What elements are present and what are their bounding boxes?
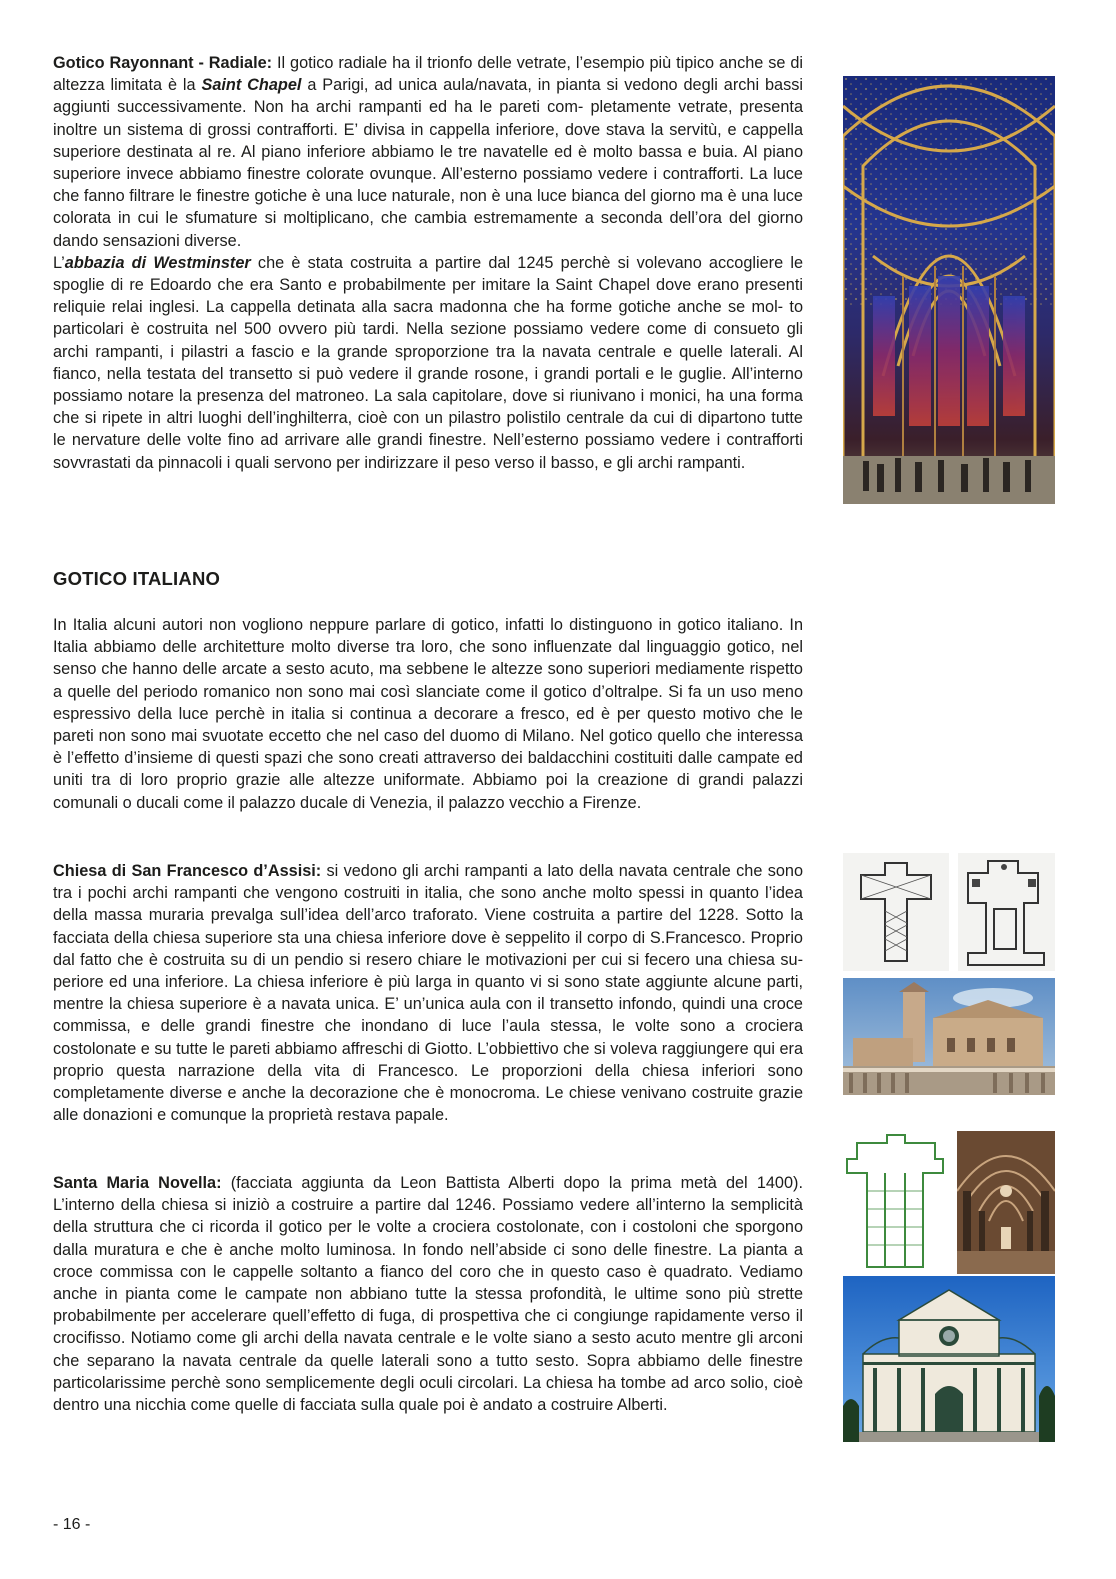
section-intro-italiano bbox=[53, 614, 803, 814]
sainte-chapelle-interior-photo bbox=[843, 76, 1055, 504]
paragraph: Chiesa di San Francesco d’Assisi: si vedono gli archi rampanti a lato della navata centrale che sono tra i pochi archi rampanti che vengono costruiti in italia, che sono anche molto spessi in quanto l’idea della massa muraria prevalga sull’idea dell’arco traforato. Viene costruita a partire del 1228. Sotto la facciata della chiesa superiore sta una chiesa inferiore dove è seppelito il corpo di S.Francesco. Proprio dal fatto che è costruita su di un pendio si resero chiare le motivazioni per cui si fecero una chiesa su- periore ed una inferiore. La chiesa inferiore è più larga in quanto vi si sono state aggiunte alcune parti, mentre la chiesa superiore è a navata unica. E’ un’unica aula con il transetto infondo, quindi una croce commissa, e delle grandi finestre che inondano di luce l’aula stessa, le volte sono a crociera costolonate e su tutte le pareti abbiamo affreschi di Giotto. L’obbiettivo che si voleva raggiungere qui era proprio questa narrazione della vita di Francesco. Le proporzioni della chiesa inferiori sono completamente diverse e anche la decorazione che è monocroma. Le chiese venivano costruite grazie alle donazioni e comunque la proprietà restava papale. bbox=[53, 862, 804, 1125]
page-number: - 16 - bbox=[53, 1516, 91, 1533]
section-title: Santa Maria Novella: bbox=[53, 1174, 222, 1192]
santa-maria-novella-interior-photo bbox=[957, 1131, 1055, 1274]
emphasis-westminster: abbazia di Westminster bbox=[64, 253, 251, 272]
paragraph: In Italia alcuni autori non vogliono neppure parlare di gotico, infatti lo distinguono in gotico italiano. In Italia abbiamo delle architetture molto diverse tra loro, che sono influenzate dal linguaggio gotico, nel senso che hanno delle arcate a sesto acuto, ma sebbene le altezze sono superiori mediamente rispetto a quelle del periodo romanico non sono mai così slanciate come il gotico d’oltralpe. Si fa un uso meno espressivo della luce perchè in italia si continua a decorare a fresco, ed è per questo motivo che le pareti non sono mai svuotate eccetto che nel caso del duomo di Milano. Nel gotico quello che interessa è l’effetto d’insieme di questi spazi che sono creati attraverso dei baldacchini costituiti dalle campate ed uniti tra di loro proprio grazie alle altezze uniformate. Abbiamo poi la creazione di grandi palazzi comunali o ducali come il palazzo ducale di Venezia, il palazzo vecchio a Firenze. bbox=[53, 616, 803, 812]
paragraph: L’abbazia di Westminster che è stata costruita a partire dal 1245 perchè si volevano accogliere le spoglie di re Edoardo che era Santo e probabilmente per imitare la Saint Chapel dove erano presenti reliquie relai inglesi. La cappella detinata alla sacra madonna che ha forme gotiche anche se mol- to particolari è costruita nel 500 ovvero più tardi. Nella sezione possiamo vedere come di consueto gli archi rampanti, i pilastri a fascio e la grande sproporzione tra la navata centrale e quelle laterali. Al fianco, nella testata del transetto si può vedere il grande rosone, i grandi portali e le guglie. All’interno possiamo notare la presenza del matroneo. La sala capitolare, dove si riunivano i monici, ha una forma che si ripete in altri luoghi dell’inghilterra, cioè con un pilastro polistilo centrale da cui di dipartono tutte le nervature delle volte fino ad arrivare alle grandi finestre. Nell’esterno possiamo vedere i contrafforti sovvrastati da pinnacoli i quali servono per indirizzare il peso verso il basso, e gli archi rampanti. bbox=[53, 253, 803, 472]
paragraph: Santa Maria Novella: (facciata aggiunta da Leon Battista Alberti dopo la prima metà del 1400). L’interno della chiesa si iniziò a costruire a partire dal 1246. Possiamo vedere all’interno la semplicità della struttura che ci ricorda il gotico per le volte a crociera costolonate, con i costoloni che sporgono dalla muratura e che è anche molto luminosa. In fondo nell’abside ci sono delle finestre. La pianta a croce commissa con le cappelle soltanto a fianco del coro che in questo caso è quadrato. Vediamo anche in pianta come le campate non abbiano tutte la stessa profondità, le ultime sono più strette probabilmente per accelerare quell’effetto di fuga, di prospettiva che ci congiunge rapidamente verso il crocifisso. Notiamo come gli archi della navata centrale e le volte siano a sesto acuto mentre gli arconi che separano la navata centrale da quelle laterali sono a tutto sesto. Sopra abbiamo delle finestre particolarissime perchè sono semplicemente degli oculi circolari. La chiesa ha tombe ad arco solio, cioè dentro una nicchia come quelle di facciata sulla quale poi è andato a costruire Alberti. bbox=[53, 1174, 803, 1415]
section-title: Gotico Rayonnant - Radiale: bbox=[53, 54, 273, 72]
san-francesco-plan-upper bbox=[843, 853, 949, 971]
section-santa-maria-novella bbox=[53, 1172, 803, 1416]
section-san-francesco bbox=[53, 860, 803, 1126]
emphasis-saint-chapel: Saint Chapel bbox=[201, 76, 302, 95]
heading-gotico-italiano: GOTICO ITALIANO bbox=[53, 568, 221, 589]
santa-maria-novella-facade-photo bbox=[843, 1276, 1055, 1442]
section-gotico-rayonnant bbox=[53, 52, 803, 474]
assisi-basilica-photo bbox=[843, 978, 1055, 1095]
section-title: Chiesa di San Francesco d’Assisi: bbox=[53, 862, 322, 880]
paragraph: Gotico Rayonnant - Radiale: Il gotico radiale ha il trionfo delle vetrate, l’esempio più tipico anche se di altezza limitata è la Saint Chapel a Parigi, ad unica aula/navata, in pianta si vedono degli archi bassi aggiunti successivamente. Non ha archi rampanti ed ha le pareti com- pletamente vetrate, presenta inoltre un sistema di grossi contrafforti. E’ divisa in cappella inferiore, dove stava la servitù, e cappella superiore destinata al re. Al piano inferiore abbiamo le tre navatelle ed è molto bassa e buia. Al piano superiore invece abbiamo finestre colorate ovunque. All’esterno possiamo vedere i contrafforti. La luce che fanno filtrare le finestre gotiche è una luce naturale, non è una luce bianca del giorno ma è una luce colorata in cui le sfumature si moltiplicano, che cambia estremamente a seconda dell’ora del giorno dando sensazioni diverse. bbox=[53, 54, 803, 250]
san-francesco-plan-lower bbox=[958, 853, 1055, 971]
santa-maria-novella-plan bbox=[843, 1131, 948, 1274]
